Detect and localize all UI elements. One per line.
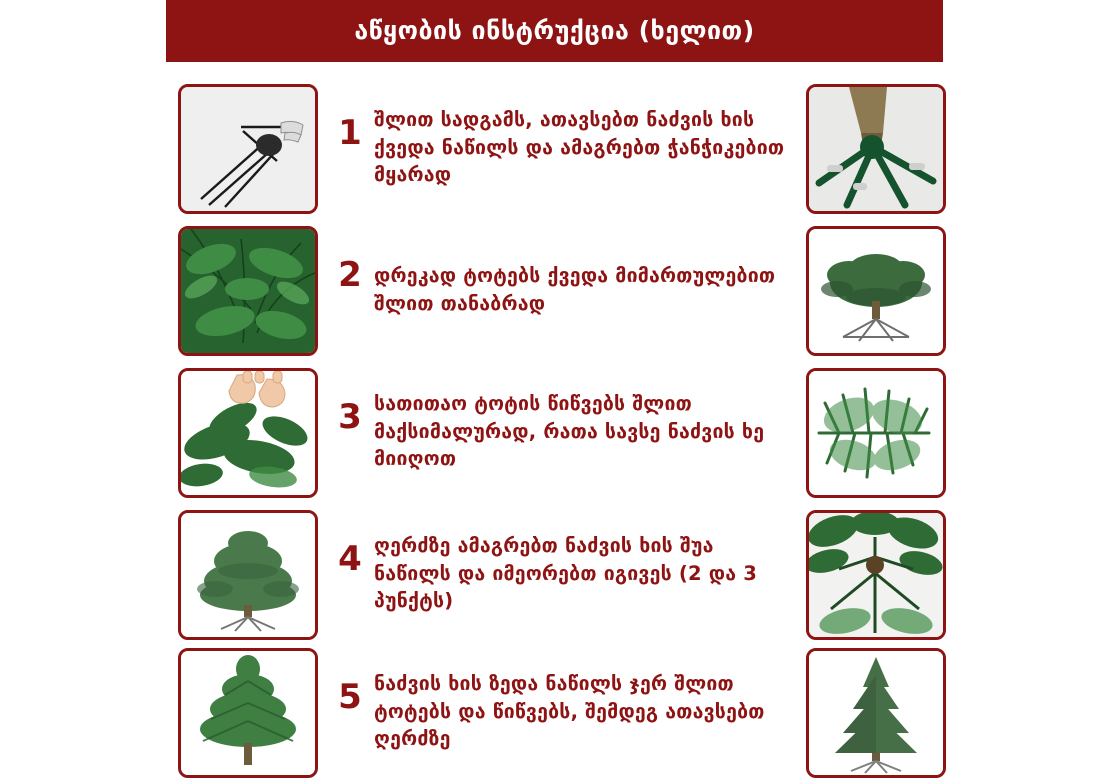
step-4-left-image: [178, 510, 318, 640]
assembled-tree-icon: [809, 651, 943, 775]
step-row-1: [0, 84, 1109, 214]
step-row-3: [0, 368, 1109, 498]
trunk-in-stand-icon: [809, 87, 943, 211]
step-3-text: სათითაო ტოტის წიწვებს შლით მაქსიმალურად, რათა სავსე ნაძვის ხე მიიღოთ: [374, 392, 765, 471]
step-row-4: [0, 510, 1109, 640]
step-2-right-image: [806, 226, 946, 356]
step-1-left-image: [178, 84, 318, 214]
step-5-text: ნაძვის ხის ზედა ნაწილს ჯერ შლით ტოტებს და წიწვებს, შემდეგ ათავსებთ ღერძზე: [374, 672, 765, 751]
page-title: აწყობის ინსტრუქცია (ხელით): [354, 16, 755, 46]
top-section-branch-icon: [181, 651, 315, 775]
step-5-right-image: [806, 648, 946, 778]
spreading-branches-icon: [181, 229, 315, 353]
assembled-bottom-section-icon: [181, 513, 315, 637]
step-3-number: 3: [338, 397, 362, 437]
step-row-2: [0, 226, 1109, 356]
step-4-text: ღერძზე ამაგრებთ ნაძვის ხის შუა ნაწილს და იმეორებთ იგივეს (2 და 3 პუნქტს): [374, 534, 757, 613]
step-5-left-image: [178, 648, 318, 778]
step-1-number: 1: [338, 113, 362, 153]
step-2-left-image: [178, 226, 318, 356]
step-5-number: 5: [338, 677, 362, 717]
middle-section-on-pole-icon: [809, 513, 943, 637]
tree-stand-legs-icon: [181, 87, 315, 211]
step-2-text: დრეკად ტოტებს ქვედა მიმართულებით შლით თანაბრად: [374, 264, 776, 315]
step-3-right-image: [806, 368, 946, 498]
step-4-number: 4: [338, 539, 362, 579]
bottom-section-on-stand-icon: [809, 229, 943, 353]
hands-fluffing-needles-icon: [181, 371, 315, 495]
header-banner: [166, 0, 943, 62]
step-3-left-image: [178, 368, 318, 498]
step-1-text: შლით სადგამს, ათავსებთ ნაძვის ხის ქვედა ნაწილს და ამაგრებთ ჭანჭიკებით მყარად: [374, 108, 785, 187]
single-branch-icon: [809, 371, 943, 495]
step-4-right-image: [806, 510, 946, 640]
step-1-right-image: [806, 84, 946, 214]
step-2-number: 2: [338, 255, 362, 295]
step-row-5: [0, 648, 1109, 778]
